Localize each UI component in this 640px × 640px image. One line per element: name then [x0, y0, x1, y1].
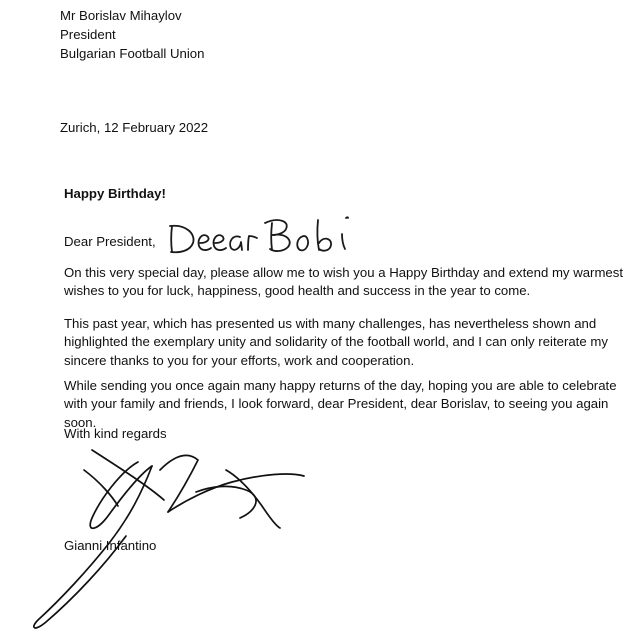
paragraph-1: On this very special day, please allow me to wish you a Happy Birthday and extend my warmest wishes to you for luck, happiness, good health and success in the year to come.: [64, 265, 624, 299]
recipient-address: [60, 6, 204, 63]
salutation: Dear President,: [64, 234, 156, 249]
signatory-name: Gianni Infantino: [64, 538, 157, 553]
recipient-title: President: [60, 27, 116, 42]
letter-heading: Happy Birthday!: [64, 186, 166, 201]
recipient-organization: Bulgarian Football Union: [60, 46, 205, 61]
paragraph-2: This past year, which has presented us with many challenges, has nevertheless shown and highlighted the exemplary unity and solidarity of the football world, and I can only reiterate my sincere thanks to you for your efforts, work and cooperation.: [64, 316, 608, 368]
recipient-name: Mr Borislav Mihaylov: [60, 8, 182, 23]
closing: With kind regards: [64, 426, 167, 441]
paragraph-3: While sending you once again many happy returns of the day, hoping you are able to celebrate with your family and friends, I look forward, dear President, dear Borislav, to seeing you again soon.: [64, 378, 617, 430]
dateline: Zurich, 12 February 2022: [60, 120, 209, 135]
